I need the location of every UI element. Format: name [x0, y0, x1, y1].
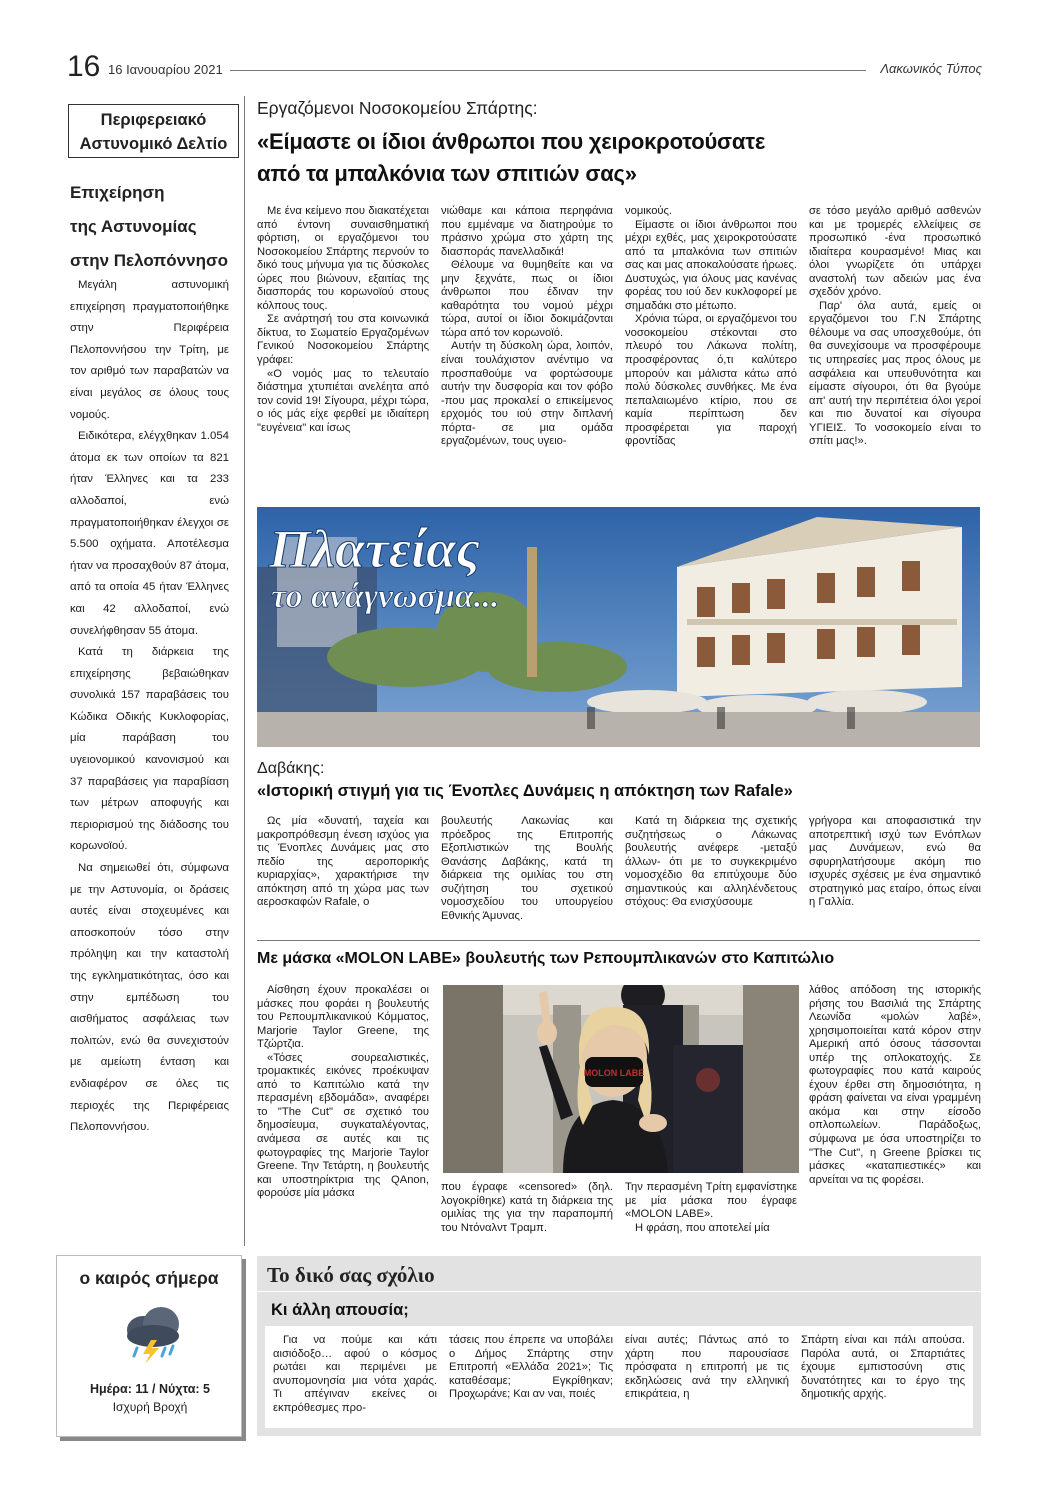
- banner-subtitle: το ανάγνωσμα...: [271, 578, 500, 615]
- left-article-body: [70, 275, 229, 1245]
- newspaper-name: Λακωνικός Τύπος: [880, 61, 982, 76]
- comment-box: [257, 1256, 981, 1436]
- paragraph: Να σημειωθεί ότι, σύμφωνα με την Αστυνομία, οι δράσεις αυτές είναι στοχευμένες και αποσκοπούν τόσο στην πρόληψη και την καταστολή της εγκληματικότητας, όσο και στην εμπέδωση του αισθήματος ασφάλειας των πολιτών, ενώ θα συνεχιστούν με αμείωτη ένταση και ενδιαφέρον σε όλες τις περιοχές της Περιφέρειας Πελοποννήσου.: [70, 862, 229, 1134]
- hospital-column-2: [441, 205, 613, 497]
- headline-line: Επιχείρηση: [70, 183, 165, 202]
- paragraph: σε τόσο μεγάλο αριθμό ασθενών και με τρομερές ελλείψεις σε προσωπικό -ένα προσωπικό ιδιαίτερα κουρασμένο! Μιας και όλοι γνωρίζετε ότι υπάρχει αναστολή των αδειών μας ένα σχεδόν χρόνο.: [809, 205, 981, 299]
- paragraph: Αίσθηση έχουν προκαλέσει οι μάσκες που φοράει η βουλευτής του Ρεπουμπλικανικού Κόμματος, Marjorie Taylor Greene, της Τζώρτζια.: [257, 984, 429, 1051]
- headline-line: στην Πελοπόννησο: [70, 251, 228, 270]
- comment-column-1: [273, 1334, 437, 1424]
- left-headline: [70, 176, 240, 278]
- comment-column-3: [625, 1334, 789, 1424]
- paragraph: Μεγάλη αστυνομική επιχείρηση πραγματοποιήθηκε στην Περιφέρεια Πελοποννήσου την Τρίτη, με τον αριθμό των παραβατών να είναι μεγάλος σε όλους τους νομούς.: [70, 279, 229, 421]
- davakis-column-4: [809, 815, 981, 935]
- capitol-column-2: [441, 1181, 613, 1246]
- storm-cloud-icon: [123, 1304, 187, 1364]
- comment-section-title: Το δικό σας σχόλιο: [267, 1263, 435, 1287]
- comment-column-2: [449, 1334, 613, 1424]
- hospital-kicker: Εργαζόμενοι Νοσοκομείου Σπάρτης:: [257, 98, 538, 118]
- page-number: 16: [67, 50, 101, 83]
- column-divider: [244, 96, 245, 1246]
- paragraph: νομικούς.: [625, 205, 673, 217]
- issue-date: 16 Ιανουαρίου 2021: [108, 62, 223, 77]
- paragraph: βουλευτής Λακωνίας και πρόεδρος της Επιτροπής Εξοπλιστικών της Βουλής Θανάσης Δαβάκης, κατά τη διάρκεια της ομιλίας του στη συζήτηση του σχετικού νομοσχεδίου του υπουργείου Εθνικής Άμυνας.: [441, 815, 613, 922]
- paragraph: Χρόνια τώρα, οι εργαζόμενοι του νοσοκομείου στέκονται στο πλευρό του Λάκωνα πολίτη, προσφέροντας ό,τι καλύτερο μπορούν και μάλιστα κάτω από πολύ δύσκολες συνθήκες. Με ένα πεπαλαιωμένο κτίριο, που σε καμία περίπτωση δεν προσφέρεται για παροχή φροντίδας: [625, 313, 797, 448]
- paragraph: που έγραφε «censored» (δηλ. λογοκρίθηκε) κατά τη διάρκεια της ομιλίας της για την παραπομπή του Ντόναλντ Τραμπ.: [441, 1181, 613, 1234]
- paragraph: Είμαστε οι ίδιοι άνθρωποι που μέχρι εχθές, μας χειροκροτούσατε από τα μπαλκόνια των σπιτιών σας και μας αποκαλούσατε ήρωες. Δυστυχώς, για όλους μας κανένας φορέας του ιού δεν κυκλοφορεί με σημαδάκι στο μέτωπο.: [625, 218, 797, 312]
- davakis-column-2: [441, 815, 613, 935]
- town-square-illustration: [257, 507, 980, 747]
- paragraph: Σε ανάρτησή του στα κοινωνικά δίκτυα, το Σωματείο Εργαζομένων Γενικού Νοσοκομείου Σπάρτης γράφει:: [257, 313, 429, 367]
- mask-text: MOLON LABE: [583, 1068, 645, 1078]
- box-title-line: Περιφερειακό: [100, 111, 207, 129]
- paragraph: Κατά τη διάρκεια της σχετικής συζητήσεως ο Λάκωνας βουλευτής ανέφερε -μεταξύ άλλων- ότι με το συγκεκριμένο νομοσχέδιο θα επιτύχουμε δύο σημαντικούς και αλληλένδετους στόχους: Θα ενισχύσουμε: [625, 815, 797, 909]
- header-rule: [230, 70, 866, 71]
- section-rule: [257, 940, 980, 941]
- davakis-column-3: [625, 815, 797, 935]
- hospital-headline: [257, 126, 977, 190]
- hospital-column-1: [257, 205, 429, 497]
- paragraph: Η φράση, που αποτελεί μία: [635, 1221, 770, 1234]
- paragraph: νιώθαμε και κάποια περηφάνια που εμμέναμε να διατηρούμε το πράσινο χρώμα στο χάρτη της διασποράς πανελλαδικά!: [441, 205, 613, 258]
- police-bulletin-box: [68, 104, 239, 158]
- paragraph: «Τόσες σουρεαλιστικές, τρομακτικές εικόνες προέκυψαν από το Καπιτώλιο κατά την περασμένη εβδομάδα», αναφέρει το "The Cut" σε σχετικό του δημοσίευμα, συγκαταλέγοντας, ανάμεσα σε αυτές και τις φωτογραφίες της Marjorie Taylor Greene. Την Τετάρτη, η βουλευτής και υποστηρίκτρια της QAnon, φορούσε μία μάσκα: [257, 1051, 429, 1200]
- paragraph: Παρ' όλα αυτά, εμείς οι εργαζόμενοι του Γ.Ν Σπάρτης θέλουμε να σας υποσχεθούμε, ότι θα συνεχίσουμε να προσφέρουμε τις υπηρεσίες μας προς όλους με ασφάλεια και υπευθυνότητα και είμαστε σίγουροι, ότι θα βγούμε απ' αυτή την περιπέτεια όλοι γεροί και πιο δυνατοί και σίγουρα ΥΓΙΕΙΣ. Το νοσοκομείο είναι το σπίτι μας!».: [809, 299, 981, 448]
- capitol-column-4: [809, 984, 981, 1246]
- capitol-column-3: [625, 1181, 797, 1246]
- weather-description: Ισχυρή Βροχή: [112, 1400, 188, 1414]
- paragraph: τάσεις που έπρεπε να υποβάλει ο Δήμος Σπάρτης στην Επιτροπή «Ελλάδα 2021»; Τις καταθέσαμε; Εγκρίθηκαν; Προχωράνε; Και αν ναι, ποιές: [449, 1334, 613, 1401]
- paragraph: Αυτήν τη δύσκολη ώρα, λοιπόν, είναι τουλάχιστον ανέντιμο να προσπαθούμε να φορτώσουμε αυτήν την δυσφορία και τον φόβο -που μας προκαλεί ο επικείμενος ερχομός του ιού στην διπλανή πόρτα- σε μια ομάδα εργαζομένων, τους υγειο-: [441, 340, 613, 448]
- congresswoman-mask-photo: [443, 985, 799, 1173]
- headline-line: της Αστυνομίας: [70, 217, 197, 236]
- paragraph: Με ένα κείμενο που διακατέχεται από έντονη συναισθηματική φόρτιση, οι εργαζόμενοι του Νοσοκομείου Σπάρτης περνούν το δικό τους μήνυμα για τις δύσκολες ώρες που βιώνουν, εξαιτίας της διασποράς του κορωνοϊού στους κόλπους τους.: [257, 205, 429, 312]
- weather-title: ο καιρός σήμερα: [79, 1268, 219, 1288]
- paragraph: Ως μία «δυνατή, ταχεία και μακροπρόθεσμη ένεση ισχύος για τις Ένοπλες Δυνάμεις μας στο πεδίο της αεροπορικής κυριαρχίας», χαρακτήρισε την απόκτηση από τη χώρα μας των αεροσκαφών Rafale, ο: [257, 815, 429, 909]
- paragraph: είναι αυτές; Πάντως από το χάρτη που παρουσίασε πρόσφατα η επιτροπή με τις εκδηλώσεις ανά την ελληνική επικράτεια, η: [625, 1334, 789, 1401]
- paragraph: Ειδικότερα, ελέγχθηκαν 1.054 άτομα εκ των οποίων τα 821 ήταν Έλληνες και τα 233 αλλοδαποί, ενώ πραγματοποιήθηκαν έλεγχοι σε 5.500 οχήματα. Αποτέλεσμα ήταν να προσαχθούν 87 άτομα, από τα οποία 45 ήταν Έλληνες και 42 αλλοδαποί, ενώ συνελήφθησαν 55 άτομα.: [70, 430, 229, 637]
- paragraph: Θέλουμε να θυμηθείτε και να μην ξεχνάτε, πως οι ίδιοι άνθρωποι που έδιναν την καθαρότητα του νομού μέχρι τώρα, αυτοί οι ίδιοι δοκιμάζονται τώρα από τον κορωνοϊό.: [441, 259, 613, 339]
- headline-line: «Είμαστε οι ίδιοι άνθρωποι που χειροκροτούσατε: [257, 129, 766, 154]
- comment-body: [265, 1326, 973, 1428]
- paragraph: λάθος απόδοση της ιστορικής ρήσης του Βασιλιά της Σπάρτης Λεωνίδα «μολών λαβέ», χρησιμοποιείται κατά κόρον στην Αμερική από όσους τάσσονται υπέρ της οπλοκατοχής. Σε φωτογραφίες που κατά καιρούς έχουν έρθει στη δημοσιότητα, η φράση φαίνεται να είναι γραμμένη ακόμα και στην είσοδο οπλοπωλείων. Παράδοξως, σύμφωνα με όσα υποστηρίζει το "The Cut", η Greene βρίσκει τις μάσκες «καταπιεστικές» και αρνείται να τις φορέσει.: [809, 984, 981, 1186]
- paragraph: «Ο νομός μας το τελευταίο διάστημα χτυπιέται ανελέητα από τον covid 19! Σίγουρα, μέχρι τώρα, ο ιός μάς είχε φερθεί με ιδιαίτερη "ευγένεια" και ίσως: [257, 367, 429, 434]
- capitol-column-1: [257, 984, 429, 1246]
- hospital-column-3: [625, 205, 797, 497]
- paragraph: Για να πούμε και κάτι αισιόδοξο… αφού ο κόσμος ρωτάει και περιμένει με ανυπομονησία μια νότα χαράς. Τι απέγιναν εκείνες οι εκπρόθεσμες προ-: [273, 1334, 437, 1414]
- greene-photo: [443, 985, 799, 1173]
- weather-temperatures: Ημέρα: 11 / Νύχτα: 5: [89, 1382, 210, 1396]
- comment-headline: Κι άλλη απουσία;: [271, 1301, 409, 1319]
- box-title-line: Αστυνομικό Δελτίο: [79, 135, 228, 153]
- headline-line: από τα μπαλκόνια των σπιτιών σας»: [257, 161, 637, 186]
- paragraph: γρήγορα και αποφασιστικά την αποτρεπτική ισχύ των Ενόπλων μας Δυνάμεων, ενώ θα σφυρηλατήσουμε ακόμη πιο ισχυρές σχέσεις με ένα σημαντικό στρατηγικό μας εταίρο, όπως είναι η Γαλλία.: [809, 815, 981, 909]
- davakis-kicker: Δαβάκης:: [257, 760, 325, 777]
- paragraph: Κατά τη διάρκεια της επιχείρησης βεβαιώθηκαν συνολικά 157 παραβάσεις του Κώδικα Οδικής Κυκλοφορίας, μία παράβαση του υγειονομικού κανονισμού και 37 παραβάσεις για παραβίαση των μέτρων αποφυγής και περιορισμού της διάδοσης του κορωνοϊού.: [70, 646, 229, 853]
- banner-title: Πλατείας: [269, 519, 480, 579]
- comment-divider: [257, 1291, 981, 1292]
- davakis-column-1: [257, 815, 429, 935]
- paragraph: Σπάρτη είναι και πάλι απούσα. Παρόλα αυτά, οι Σπαρτιάτες έχουμε εμπιστοσύνη στις δυνατότητες και το έργο της δημοτικής αρχής.: [801, 1334, 965, 1401]
- weather-box: [56, 1255, 242, 1437]
- plateias-banner: [257, 507, 980, 747]
- comment-column-4: [801, 1334, 965, 1424]
- capitol-headline: Με μάσκα «MOLON LABE» βουλευτής των Ρεπουμπλικανών στο Καπιτώλιο: [257, 950, 835, 967]
- paragraph: Την περασμένη Τρίτη εμφανίστηκε με μία μάσκα που έγραφε «MOLON LABE».: [625, 1181, 797, 1221]
- davakis-headline: «Ιστορική στιγμή για τις Ένοπλες Δυνάμεις η απόκτηση των Rafale»: [257, 782, 793, 800]
- hospital-column-4: [809, 205, 981, 497]
